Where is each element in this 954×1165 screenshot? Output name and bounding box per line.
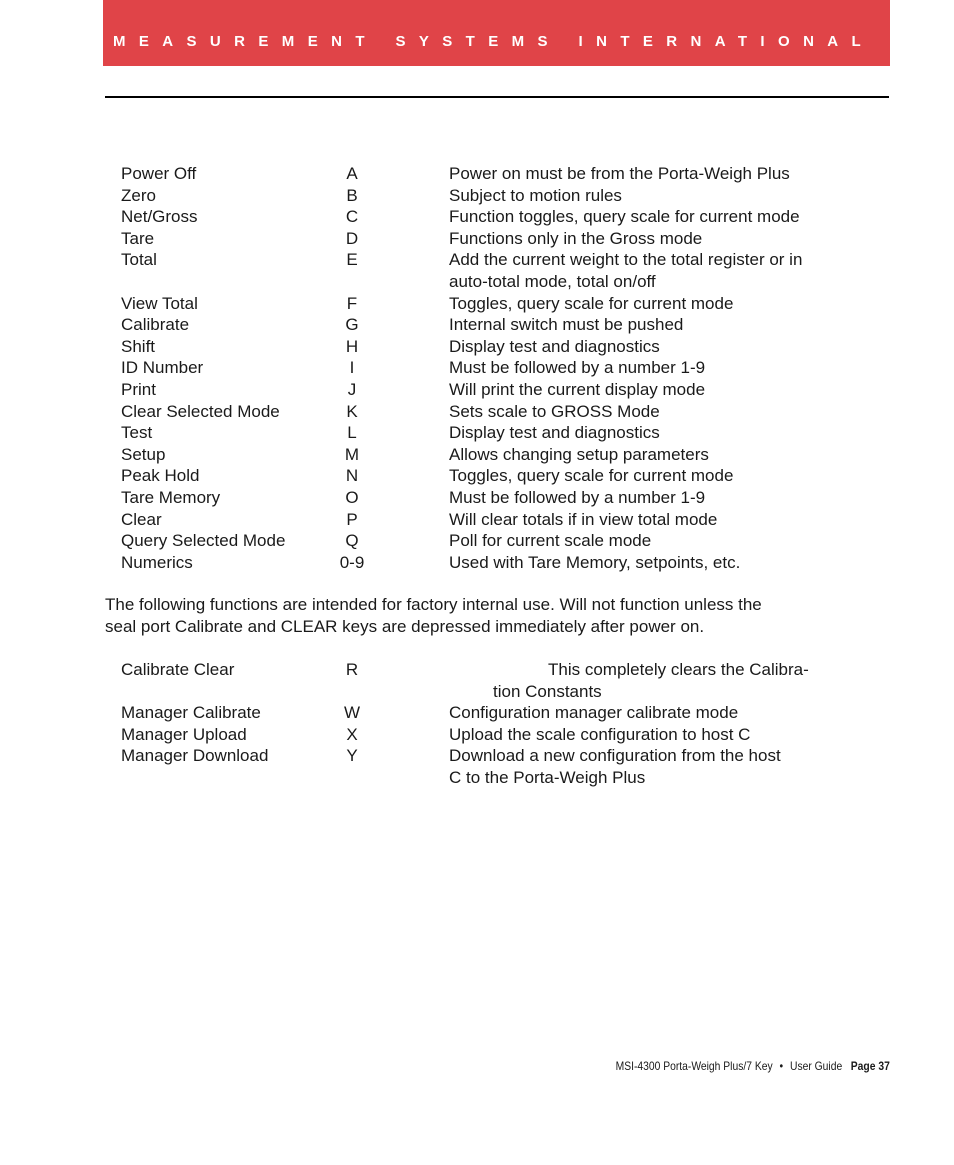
command-description: Display test and diagnostics	[449, 336, 660, 356]
command-description: Will print the current display mode	[449, 380, 706, 399]
document-title: MSI-4300 Porta-Weigh Plus/7 Key	[615, 1059, 773, 1073]
command-code: 0-9	[339, 552, 365, 572]
command-description: Upload the scale configuration to host C	[449, 724, 751, 744]
command-description: Internal switch must be pushed	[449, 315, 684, 335]
command-description: Must be followed by a number 1-9	[449, 358, 706, 378]
command-description: auto-total mode, total on/off	[449, 271, 656, 291]
command-function: Setup	[121, 444, 166, 464]
command-function: Print	[121, 380, 156, 399]
command-function: Manager Download	[121, 746, 269, 766]
header-banner	[103, 0, 890, 66]
command-code: N	[345, 466, 359, 486]
command-function: Clear Selected Mode	[121, 401, 280, 421]
command-code: A	[346, 164, 358, 183]
command-description: Sets scale to GROSS Mode	[449, 401, 660, 421]
command-function: ID Number	[121, 358, 204, 378]
command-code: E	[346, 250, 358, 270]
command-description: Will clear totals if in view total mode	[449, 509, 718, 529]
command-description: Functions only in the Gross mode	[449, 228, 703, 248]
command-code: H	[345, 336, 359, 356]
command-description: Power on must be from the Porta-Weigh Plus	[449, 164, 790, 183]
command-code: X	[346, 724, 358, 744]
command-description: Poll for current scale mode	[449, 531, 652, 551]
command-function: Query Selected Mode	[121, 531, 286, 551]
command-description: Subject to motion rules	[449, 185, 622, 205]
command-description: Add the current weight to the total register or in	[449, 250, 803, 270]
factory-note-line: seal port Calibrate and CLEAR keys are depressed immediately after power on.	[105, 616, 705, 636]
factory-note-line: The following functions are intended for factory internal use. Will not function unless the	[105, 595, 762, 614]
command-code: P	[346, 509, 358, 529]
page-footer	[616, 1059, 890, 1073]
command-code: O	[345, 488, 359, 507]
command-description: Function toggles, query scale for current mode	[449, 207, 800, 227]
command-description: Toggles, query scale for current mode	[449, 466, 734, 486]
command-function: Numerics	[121, 552, 193, 572]
command-code: Y	[346, 746, 358, 766]
command-description: Must be followed by a number 1-9	[449, 488, 706, 507]
command-description: tion Constants	[493, 681, 602, 701]
command-code: D	[345, 228, 359, 248]
command-code: M	[344, 444, 360, 464]
command-description: Display test and diagnostics	[449, 423, 660, 443]
command-code: B	[346, 185, 358, 205]
separator: •	[779, 1059, 784, 1073]
command-function: Zero	[121, 185, 156, 205]
command-description: C to the Porta-Weigh Plus	[449, 767, 646, 787]
command-code: W	[343, 703, 361, 723]
command-function: Calibrate Clear	[121, 660, 235, 679]
command-function: Manager Calibrate	[121, 703, 261, 723]
command-code: J	[347, 380, 357, 399]
command-code: F	[346, 293, 358, 313]
command-description: This completely clears the Calibra-	[548, 660, 809, 679]
command-function: Total	[121, 250, 157, 270]
command-code: C	[345, 207, 359, 227]
command-function: Manager Upload	[121, 724, 247, 744]
command-function: Shift	[121, 336, 156, 356]
command-function: Power Off	[121, 164, 197, 183]
command-function: Calibrate	[121, 315, 190, 335]
header-rule	[105, 96, 889, 98]
command-function: View Total	[121, 293, 198, 313]
command-description: Toggles, query scale for current mode	[449, 293, 734, 313]
command-function: Tare	[121, 228, 155, 248]
company-name: MEASUREMENT SYSTEMS INTERNATIONAL	[113, 33, 875, 50]
guide-label: User Guide	[790, 1059, 843, 1073]
command-code: G	[345, 315, 359, 335]
command-code: K	[346, 401, 358, 421]
command-description: Used with Tare Memory, setpoints, etc.	[449, 552, 741, 572]
command-function: Tare Memory	[121, 488, 221, 507]
command-code: R	[345, 660, 359, 679]
command-function: Clear	[121, 509, 162, 529]
factory-note	[105, 594, 845, 637]
command-function: Test	[121, 423, 153, 443]
command-function: Peak Hold	[121, 466, 200, 486]
command-code: I	[349, 358, 355, 378]
command-description: Configuration manager calibrate mode	[449, 703, 739, 723]
command-code: L	[347, 423, 357, 443]
command-function: Net/Gross	[121, 207, 198, 227]
command-description: Download a new configuration from the host	[449, 746, 781, 766]
page-number: Page 37	[850, 1059, 890, 1073]
command-description: Allows changing setup parameters	[449, 444, 709, 464]
command-code: Q	[345, 531, 359, 551]
